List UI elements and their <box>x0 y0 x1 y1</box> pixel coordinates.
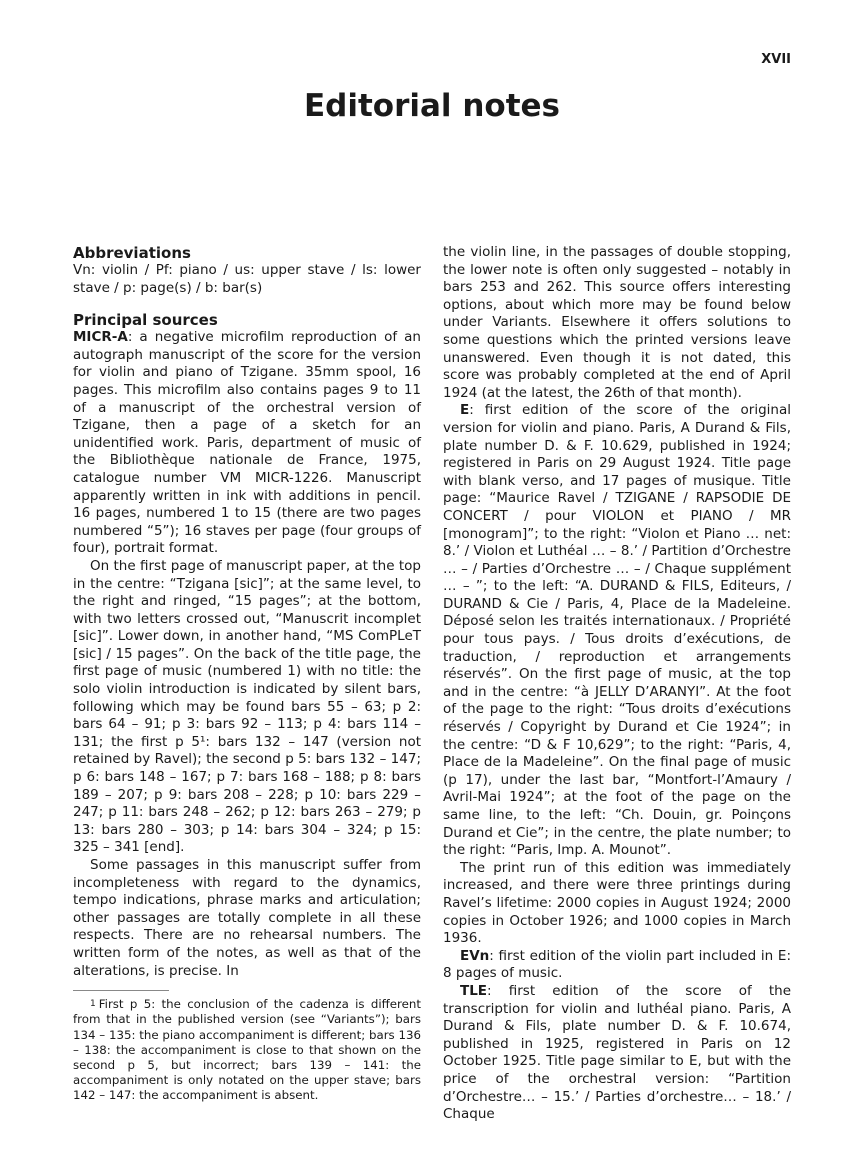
source-siglum-tle: TLE <box>460 982 488 999</box>
page-title: Editorial notes <box>303 88 561 124</box>
micra-description: : a negative microfilm reproduction of an autograph manuscript of the score for the version for violin and piano of Tzigane. 35mm spool, 16 pages. This microfilm also contains pages 9 to 11 of a manuscript of the orchestral version of Tzigane, then a page of a sketch for an unidentified work. Paris, department of music of the Bibliothèque nationale de France, 1975, catalogue number VM MICR-1226. Manuscript apparently written in ink with additions in pencil. 16 pages, numbered 1 to 15 (there are two pages numbered “5”); 16 staves per page (four groups of four), portrait format. <box>73 329 421 557</box>
print-run-paragraph: The print run of this edition was immediately increased, and there were three printings during Ravel’s lifetime: 2000 copies in August 1924; 2000 copies in October 1926; and 1000 copies in March 1936. <box>443 859 791 947</box>
evn-description: : first edition of the violin part included in E: 8 pages of music. <box>443 947 791 982</box>
abbreviations-heading: Abbreviations <box>73 244 191 262</box>
right-column <box>443 244 791 1124</box>
principal-sources-heading: Principal sources <box>73 311 218 330</box>
e-paragraph <box>443 402 791 859</box>
footnote-number: 1 <box>90 999 96 1010</box>
violin-line-paragraph: the violin line, in the passages of double stopping, the lower note is often only suggested – notably in bars 253 and 262. This source offers interesting options, about which more may be found below under Variants. Elsewhere it offers solutions to some questions which the printed versions leave unanswered. Even though it is not dated, this score was probably completed at the end of April 1924 (at the latest, the 26th of that month). <box>443 244 791 401</box>
source-siglum-e: E <box>460 402 470 419</box>
left-column <box>73 244 421 1104</box>
micra-paragraph <box>73 329 421 558</box>
e-description: : first edition of the score of the original version for violin and piano. Paris, A Durand & Fils, plate number D. & F. 10.629, published in 1924; registered in Paris on 29 August 1924. Title page with blank verso, and 17 pages of musique. Title page: “Maurice Ravel / TZIGANE / RAPSODIE DE CONCERT / pour VIOLON et PIANO / MR [monogram]”; to the right: “Violon et Piano … net: 8.’ / Violon et Luthéal … – 8.’ / Partition d’Orchestre … – / Parties d’Orchestre … – / Chaque supplément … – ”; to the left: “A. DURAND & FILS, Editeurs, / DURAND & Cie / Paris, 4, Place de la Madeleine. Déposé selon les traités internationaux. / Propriété pour tous pays. / Tous droits d’exécutions, de traduction, / reproduction et arrangements réservés”. On the first page of music, at the top and in the centre: “à JELLY D’ARANYI”. At the foot of the page to the right: “Tous droits d’exécutions réservés / Copyright by Durand et Cie 1924”; in the centre: “D & F 10,629”; to the right: “Paris, 4, Place de la Madeleine”. On the final page of music (p 17), under the last bar, “Montfort-l’Amaury / Avril-Mai 1924”; at the foot of the page on the same line, to the left: “Ch. Douin, gr. Poinçons Durand et Cie”; in the centre, the plate number; to the right: “Paris, Imp. A. Mounot”. <box>443 402 791 859</box>
evn-paragraph <box>443 948 791 983</box>
footnote-text: First p 5: the conclusion of the cadenza is different from that in the published version (see “Variants”); bars 134 – 135: the piano accompaniment is different; bars 136 – 138: the accompaniment is close to that shown on the second p 5, but incorrect; bars 139 – 141: the accompaniment is only notated on the upper stave; bars 142 – 147: the accompaniment is absent. <box>73 997 421 1103</box>
tle-description: : first edition of the score of the transcription for violin and luthéal piano. Paris, A Durand & Fils, plate number D. & F. 10.674, published in 1925, registered in Paris on 12 October 1925. Title page similar to E, but with the price of the orchestral version: “Partition d’Orchestre… – 15.’ / Parties d’orchestre… – 18.’ / Chaque <box>443 982 791 1123</box>
abbreviations-text: Vn: violin / Pf: piano / us: upper stave / ls: lower stave / p: page(s) / b: bar(s) <box>73 262 421 296</box>
footnote-divider <box>73 990 169 991</box>
tle-paragraph <box>443 983 791 1124</box>
manuscript-description-paragraph: On the first page of manuscript paper, at the top in the centre: “Tzigana [sic]”; at the same level, to the right and ringed, “15 pages”; at the bottom, with two letters crossed out, “Manuscrit incomplet [sic]”. Lower down, in another hand, “MS ComPLeT [sic] / 15 pages”. On the back of the title page, the first page of music (numbered 1) with no title: the solo violin introduction is indicated by silent bars, following which may be found bars 55 – 63; p 2: bars 64 – 91; p 3: bars 92 – 113; p 4: bars 114 – 131; the first p 5¹: bars 132 – 147 (version not retained by Ravel); the second p 5: bars 132 – 147; p 6: bars 148 – 167; p 7: bars 168 – 188; p 8: bars 189 – 207; p 9: bars 208 – 228; p 10: bars 229 – 247; p 11: bars 248 – 262; p 12: bars 263 – 279; p 13: bars 280 – 303; p 14: bars 304 – 324; p 15: 325 – 341 [end]. <box>73 557 421 856</box>
source-siglum-micra: MICR-A <box>73 329 128 346</box>
source-siglum-evn: EVn <box>460 947 490 964</box>
footnote <box>73 997 421 1103</box>
manuscript-completeness-paragraph: Some passages in this manuscript suffer from incompleteness with regard to the dynamics, tempo indications, phrase marks and articulation; other passages are totally complete in all these respects. There are no rehearsal numbers. The written form of the notes, as well as that of the alterations, is precise. In <box>73 857 421 979</box>
page-number: XVII <box>761 52 791 67</box>
